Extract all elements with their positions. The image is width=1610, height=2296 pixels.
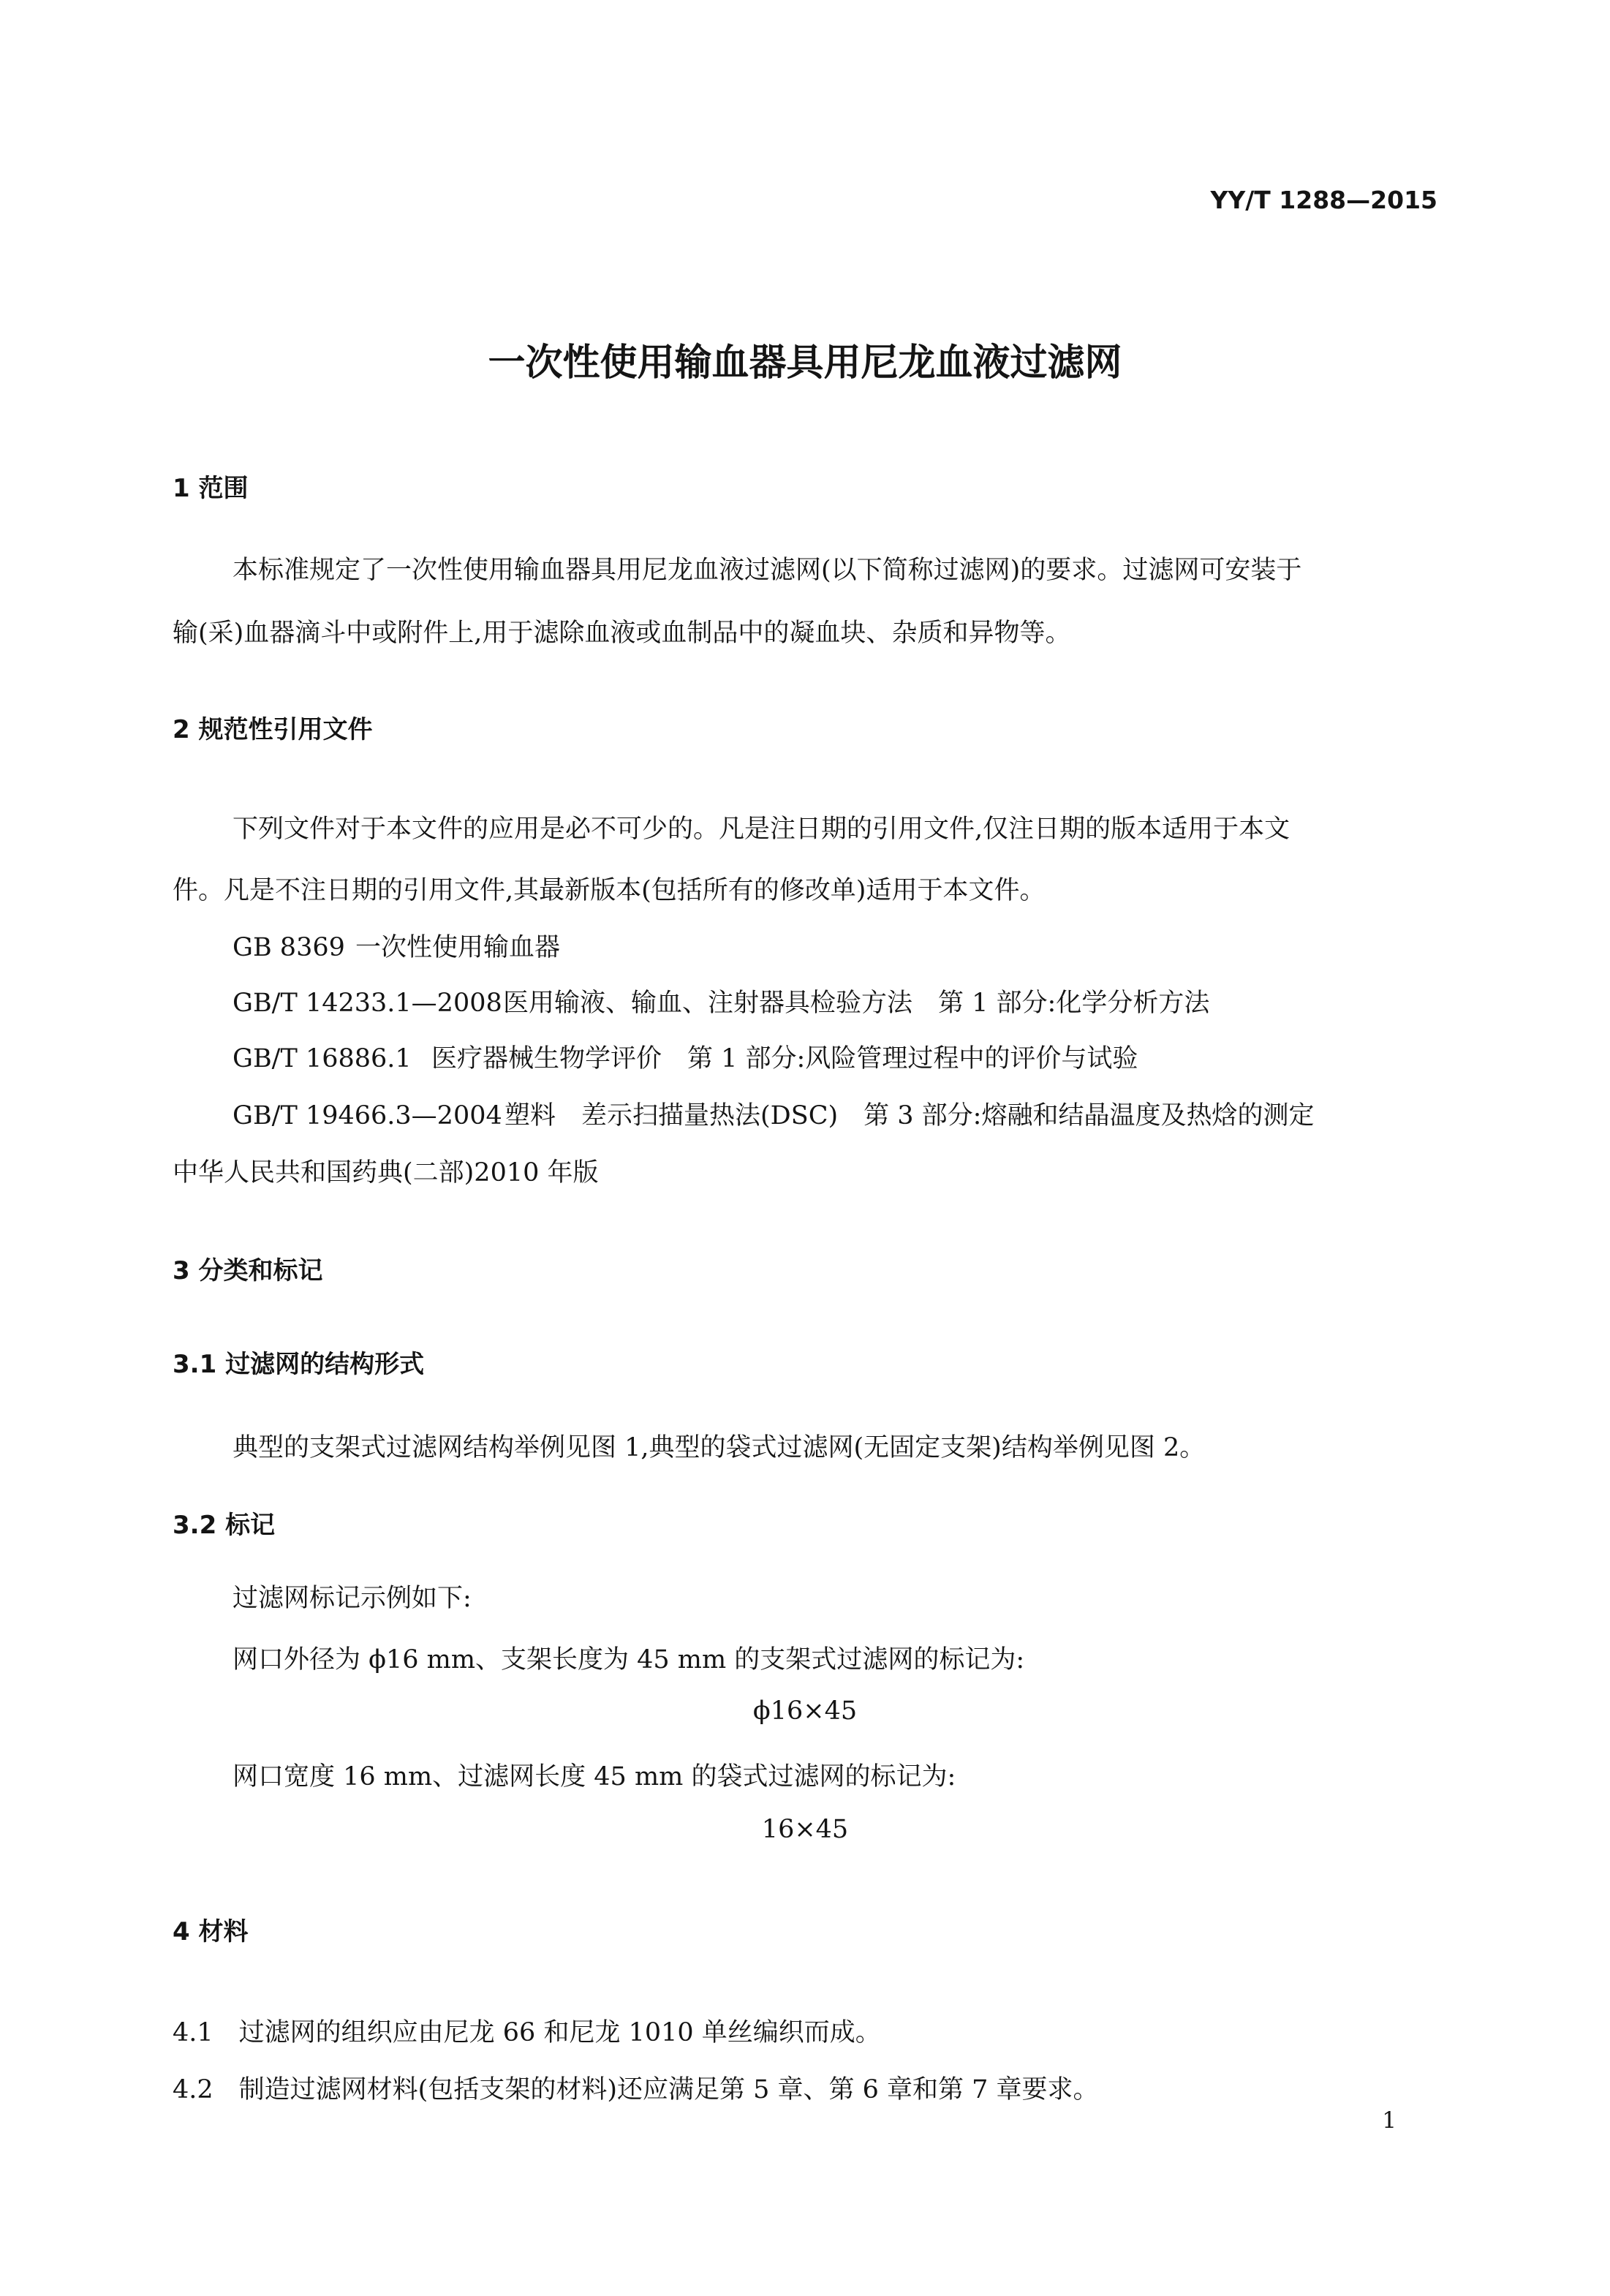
marking-code-1: ϕ16×45: [752, 1696, 858, 1726]
reference-item: [233, 1095, 1314, 1132]
reference-title: 塑料 差示扫描量热法(DSC) 第 3 部分:熔融和结晶温度及热焓的测定: [504, 1101, 1315, 1130]
section-1-paragraph-line-2: 输(采)血器滴斗中或附件上,用于滤除血液或血制品中的凝血块、杂质和异物等。: [173, 619, 1071, 648]
reference-title: 医用输液、输血、注射器具检验方法 第 1 部分:化学分析方法: [503, 989, 1210, 1018]
reference-code: GB/T 19466.3—2004: [233, 1101, 502, 1130]
section-3-1-paragraph: 典型的支架式过滤网结构举例见图 1,典型的袋式过滤网(无固定支架)结构举例见图 2。: [233, 1433, 1206, 1462]
section-4-2-item: 4.2 制造过滤网材料(包括支架的材料)还应满足第 5 章、第 6 章和第 7 章要求。: [173, 2075, 1099, 2104]
reference-code: GB/T 16886.1: [233, 1044, 412, 1073]
reference-title: 医疗器械生物学评价 第 1 部分:风险管理过程中的评价与试验: [431, 1044, 1138, 1073]
section-4-1-item: 4.1 过滤网的组织应由尼龙 66 和尼龙 1010 单丝编织而成。: [173, 2018, 881, 2047]
standard-code: YY/T 1288—2015: [1210, 186, 1437, 214]
section-3-heading: 3 分类和标记: [173, 1256, 323, 1285]
document-title: 一次性使用输血器具用尼龙血液过滤网: [488, 341, 1122, 385]
section-2-heading: 2 规范性引用文件: [173, 715, 373, 744]
reference-code: GB/T 14233.1—2008: [233, 989, 502, 1018]
section-2-paragraph-line-2: 件。凡是不注日期的引用文件,其最新版本(包括所有的修改单)适用于本文件。: [173, 876, 1046, 905]
section-1-paragraph-line-1: 本标准规定了一次性使用输血器具用尼龙血液过滤网(以下简称过滤网)的要求。过滤网可安装于: [233, 556, 1302, 585]
marking-example-1: 网口外径为 ϕ16 mm、支架长度为 45 mm 的支架式过滤网的标记为:: [233, 1645, 1025, 1674]
reference-code: GB 8369: [233, 933, 345, 962]
section-1-heading: 1 范围: [173, 474, 249, 503]
reference-item: [233, 983, 1209, 1019]
section-3-1-heading: 3.1 过滤网的结构形式: [173, 1350, 425, 1379]
section-3-2-intro: 过滤网标记示例如下:: [233, 1584, 472, 1613]
section-2-paragraph-line-1: 下列文件对于本文件的应用是必不可少的。凡是注日期的引用文件,仅注日期的版本适用于本文: [233, 815, 1290, 844]
reference-title: 一次性使用输血器: [355, 933, 561, 962]
section-4-heading: 4 材料: [173, 1917, 249, 1946]
page-number: 1: [1382, 2107, 1397, 2134]
reference-item: [233, 1038, 1138, 1075]
section-3-2-heading: 3.2 标记: [173, 1511, 276, 1540]
pharmacopoeia-reference: 中华人民共和国药典(二部)2010 年版: [173, 1158, 599, 1187]
reference-item: [233, 927, 560, 964]
marking-code-2: 16×45: [761, 1815, 849, 1844]
marking-example-2: 网口宽度 16 mm、过滤网长度 45 mm 的袋式过滤网的标记为:: [233, 1762, 956, 1791]
